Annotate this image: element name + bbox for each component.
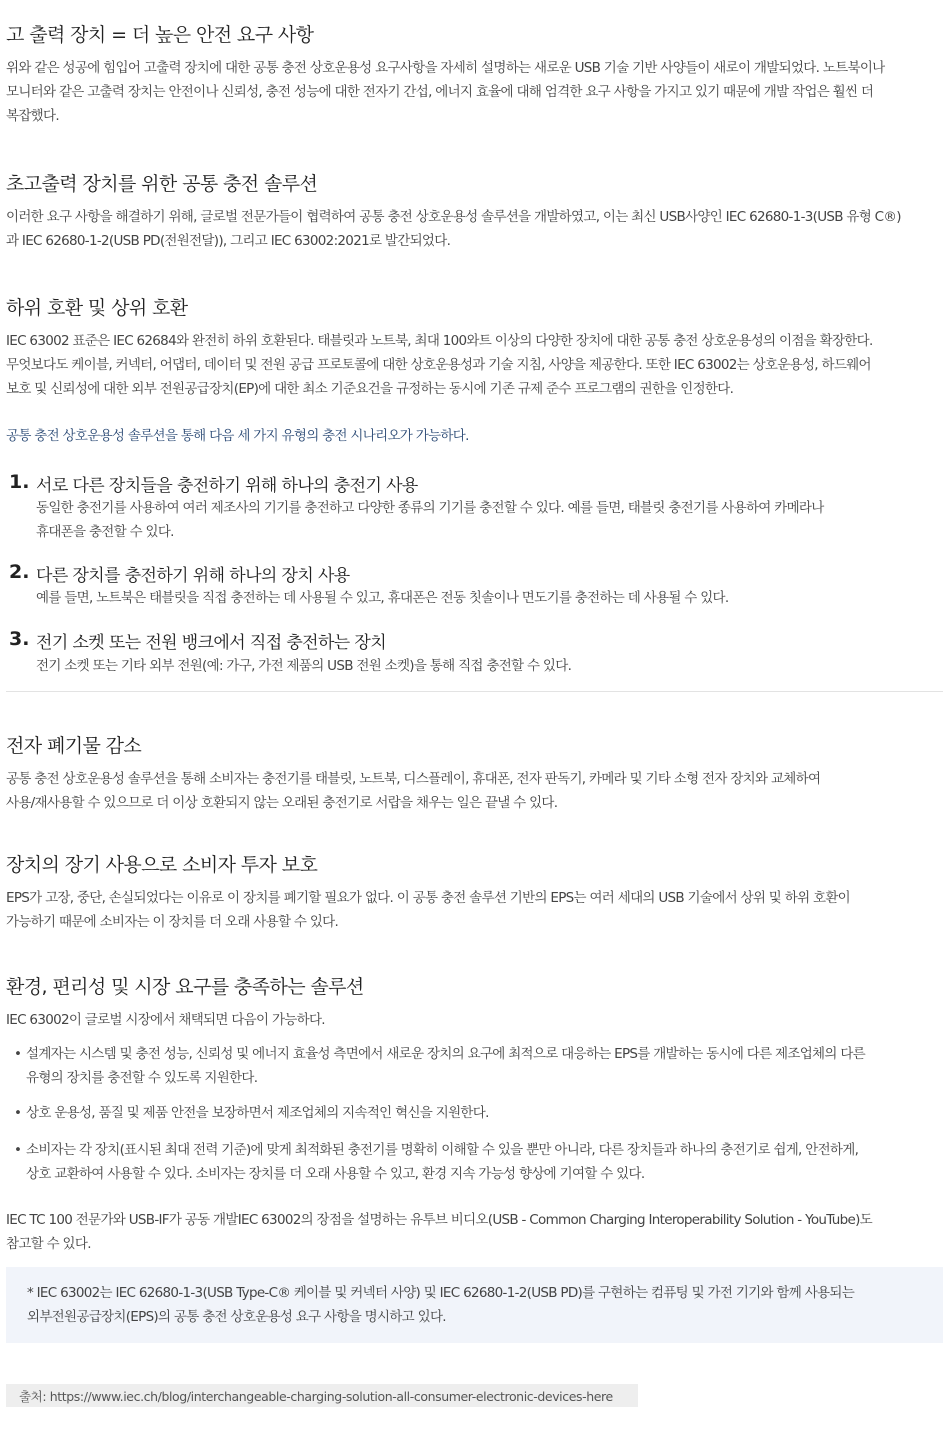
paragraph-line: IEC 63002 표준은 IEC 62684와 완전히 하위 호환된다. 태블릿과 노트북, 최대 100와트 이상의 다양한 장치에 대한 공통 충전 상호운용성의 이점을 확장한다. (6, 333, 873, 349)
paragraph-line: 공통 충전 상호운용성 솔루션을 통해 소비자는 충전기를 태블릿, 노트북, 디스플레이, 휴대폰, 전자 판독기, 카메라 및 기타 소형 전자 장치와 교체하여 (6, 771, 821, 787)
solution-closing (6, 1208, 872, 1256)
section-body-ewaste (6, 767, 820, 815)
section-body-compatibility (6, 329, 873, 401)
bullet-dot: • (14, 1105, 22, 1121)
section-title-high-power: 고 출력 장치 = 더 높은 안전 요구 사항 (6, 24, 314, 46)
scenario-title: 전기 소켓 또는 전원 뱅크에서 직접 충전하는 장치 (36, 633, 387, 653)
paragraph-line: IEC TC 100 전문가와 USB-IF가 공동 개발IEC 63002의 장점을 설명하는 유투브 비디오(USB - Common Charging Interoperability Solution - YouTube)도 (6, 1212, 872, 1228)
paragraph-line: 설계자는 시스템 및 충전 성능, 신뢰성 및 에너지 효율성 측면에서 새로운 장치의 요구에 최적으로 대응하는 EPS를 개발하는 동시에 다른 제조업체의 다른 (26, 1046, 866, 1062)
paragraph-line: 모니터와 같은 고출력 장치는 안전이나 신뢰성, 충전 성능에 대한 전자기 간섭, 에너지 효율에 대해 엄격한 요구 사항을 가지고 있기 때문에 개발 작업은 훨씬 더 (6, 84, 874, 100)
paragraph-line: IEC 63002이 글로벌 시장에서 채택되면 다음이 가능하다. (6, 1012, 325, 1028)
footnote-text (27, 1281, 854, 1329)
scenario-title: 다른 장치를 충전하기 위해 하나의 장치 사용 (36, 566, 350, 586)
scenario-body (36, 654, 571, 678)
scenario-number: 1. (9, 471, 30, 493)
paragraph-line: 상호 교환하여 사용할 수 있다. 소비자는 장치를 더 오래 사용할 수 있고, 환경 지속 가능성 향상에 기여할 수 있다. (26, 1166, 645, 1182)
section-title-compatibility: 하위 호환 및 상위 호환 (6, 297, 188, 319)
source-link[interactable]: 출처: https://www.iec.ch/blog/interchangeable-charging-solution-all-consumer-electronic-devices-here (19, 1389, 613, 1404)
paragraph-line: 휴대폰을 충전할 수 있다. (36, 524, 174, 540)
scenario-number: 3. (9, 628, 30, 650)
bullet-text (26, 1101, 489, 1125)
section-title-ewaste: 전자 폐기물 감소 (6, 735, 142, 757)
paragraph-line: 가능하기 때문에 소비자는 이 장치를 더 오래 사용할 수 있다. (6, 914, 339, 930)
scenario-body (36, 496, 824, 544)
section-title-solution: 환경, 편리성 및 시장 요구를 충족하는 솔루션 (6, 976, 364, 998)
section-title-investment: 장치의 장기 사용으로 소비자 투자 보호 (6, 854, 318, 876)
section-divider (6, 691, 943, 692)
paragraph-line: 보호 및 신뢰성에 대한 외부 전원공급장치(EP)에 대한 최소 기준요건을 규정하는 동시에 기존 규제 준수 프로그램의 권한을 인정한다. (6, 381, 734, 397)
bullet-text (26, 1138, 858, 1186)
paragraph-line: 사용/재사용할 수 있으므로 더 이상 호환되지 않는 오래된 충전기로 서랍을 채우는 일은 끝낼 수 있다. (6, 795, 558, 811)
scenario-intro (6, 424, 469, 448)
footnote-box (6, 1267, 943, 1343)
section-body-high-power (6, 56, 885, 128)
source-citation (6, 1384, 638, 1407)
paragraph-line: 복잡했다. (6, 108, 59, 124)
section-title-ultra-high-power: 초고출력 장치를 위한 공통 충전 솔루션 (6, 173, 318, 195)
paragraph-line: 예를 들면, 노트북은 태블릿을 직접 충전하는 데 사용될 수 있고, 휴대폰은 전동 칫솔이나 면도기를 충전하는 데 사용될 수 있다. (36, 590, 729, 606)
paragraph-line: 동일한 충전기를 사용하여 여러 제조사의 기기를 충전하고 다양한 종류의 기기를 충전할 수 있다. 예를 들면, 태블릿 충전기를 사용하여 카메라나 (36, 500, 824, 516)
paragraph-line: 위와 같은 성공에 힘입어 고출력 장치에 대한 공통 충전 상호운용성 요구사항을 자세히 설명하는 새로운 USB 기술 기반 사양들이 새로이 개발되었다. 노트북이나 (6, 60, 885, 76)
paragraph-line: 상호 운용성, 품질 및 제품 안전을 보장하면서 제조업체의 지속적인 혁신을 지원한다. (26, 1105, 489, 1121)
solution-intro (6, 1008, 325, 1032)
section-body-investment (6, 886, 850, 934)
paragraph-line: 참고할 수 있다. (6, 1236, 91, 1252)
section-body-ultra-high-power (6, 205, 901, 253)
bullet-dot: • (14, 1142, 22, 1158)
scenario-body (36, 586, 728, 610)
bullet-text (26, 1042, 865, 1090)
paragraph-line: 전기 소켓 또는 기타 외부 전원(예: 가구, 가전 제품의 USB 전원 소켓)을 통해 직접 충전할 수 있다. (36, 658, 572, 674)
accent-text: 공통 충전 상호운용성 솔루션을 통해 다음 세 가지 유형의 충전 시나리오가 가능하다. (6, 428, 469, 444)
bullet-dot: • (14, 1046, 22, 1062)
paragraph-line: 유형의 장치를 충전할 수 있도록 지원한다. (26, 1070, 258, 1086)
footnote-line: * IEC 63002는 IEC 62680-1-3(USB Type-C® 케이블 및 커넥터 사양) 및 IEC 62680-1-2(USB PD)를 구현하는 컴퓨팅 및 가전 기기와 함께 사용되는 (27, 1285, 855, 1301)
paragraph-line: 이러한 요구 사항을 해결하기 위해, 글로벌 전문가들이 협력하여 공통 충전 상호운용성 솔루션을 개발하였고, 이는 최신 USB사양인 IEC 62680-1-3(USB 유형 C®) (6, 209, 901, 225)
scenario-number: 2. (9, 561, 30, 583)
paragraph-line: EPS가 고장, 중단, 손실되었다는 이유로 이 장치를 폐기할 필요가 없다. 이 공통 충전 솔루션 기반의 EPS는 여러 세대의 USB 기술에서 상위 및 하위 호환이 (6, 890, 851, 906)
paragraph-line: 무엇보다도 케이블, 커넥터, 어댑터, 데이터 및 전원 공급 프로토콜에 대한 상호운용성과 기술 지침, 사양을 제공한다. 또한 IEC 63002는 상호운용성, 하드웨어 (6, 357, 871, 373)
scenario-title: 서로 다른 장치들을 충전하기 위해 하나의 충전기 사용 (36, 476, 418, 496)
paragraph-line: 과 IEC 62680-1-2(USB PD(전원전달)), 그리고 IEC 63002:2021로 발간되었다. (6, 233, 451, 249)
footnote-line: 외부전원공급장치(EPS)의 공통 충전 상호운용성 요구 사항을 명시하고 있다. (27, 1309, 446, 1325)
paragraph-line: 소비자는 각 장치(표시된 최대 전력 기준)에 맞게 최적화된 충전기를 명확히 이해할 수 있을 뿐만 아니라, 다른 장치들과 하나의 충전기로 쉽게, 안전하게, (26, 1142, 859, 1158)
